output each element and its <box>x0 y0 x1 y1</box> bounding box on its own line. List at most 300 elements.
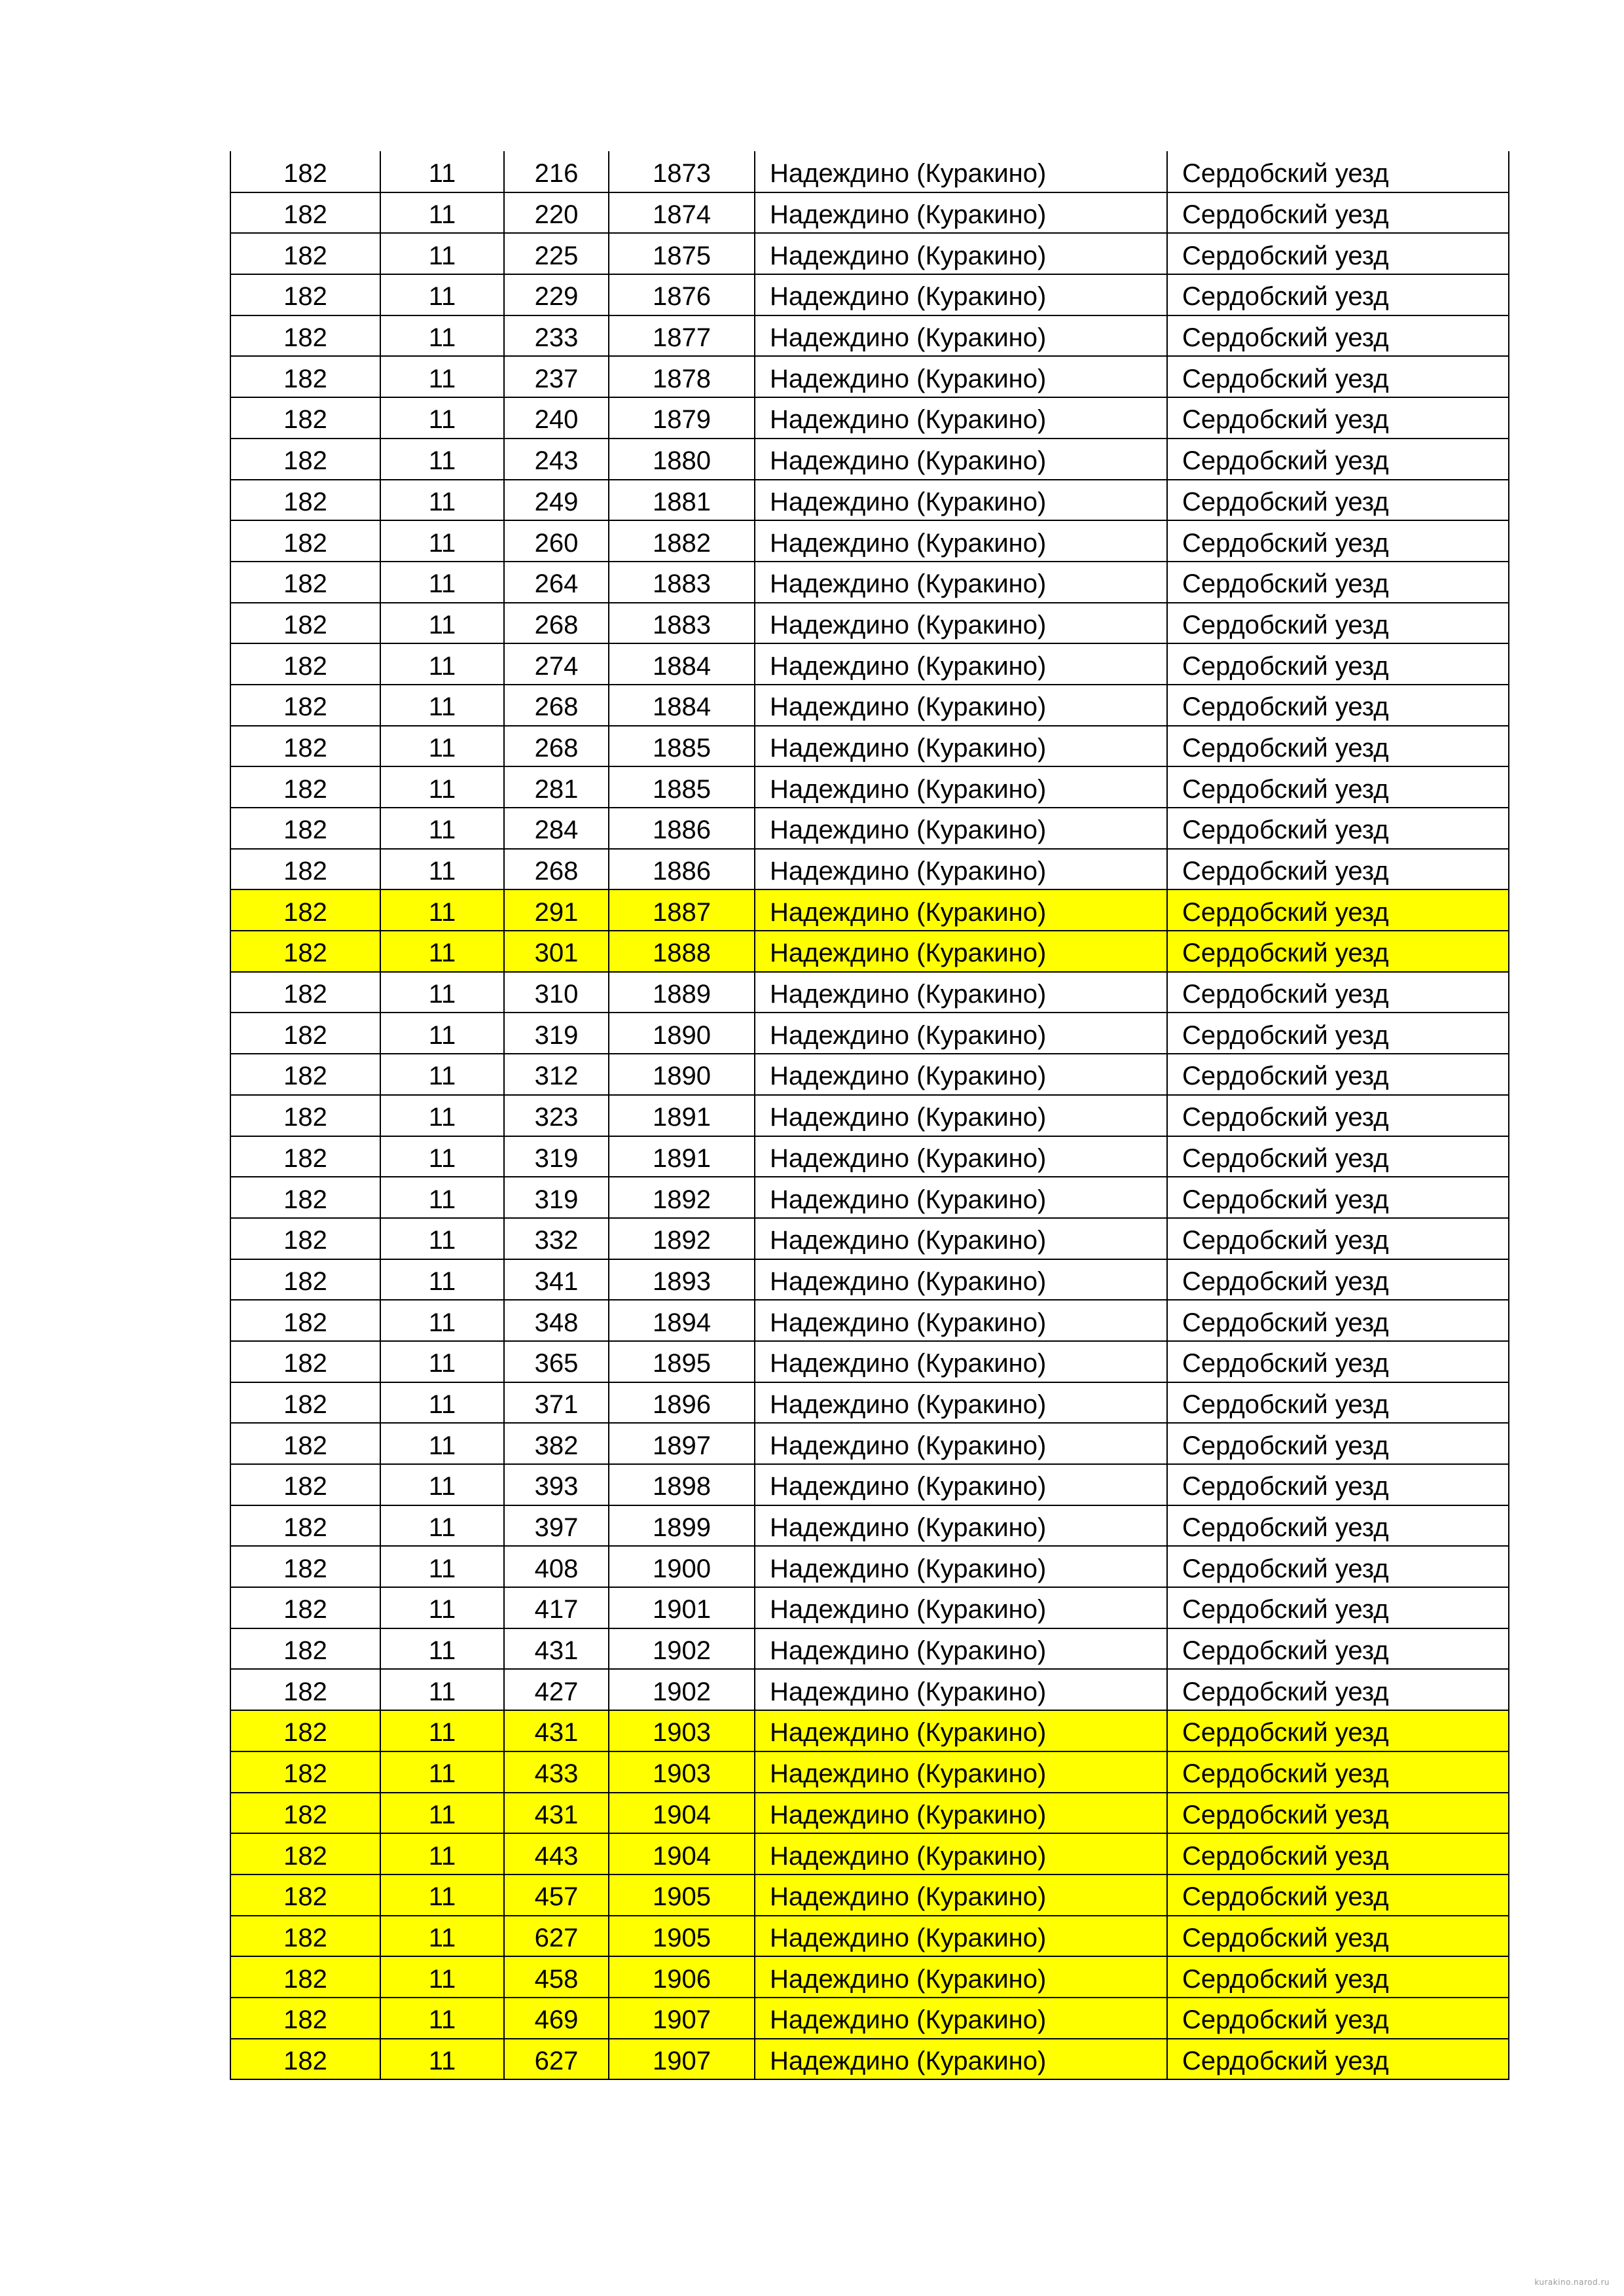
cell-fond: 182 <box>230 931 380 972</box>
cell-uezd: Сердобский уезд <box>1167 1956 1509 1998</box>
cell-village: Надеждино (Куракино) <box>755 1874 1167 1916</box>
cell-uezd: Сердобский уезд <box>1167 439 1509 480</box>
cell-uezd: Сердобский уезд <box>1167 2039 1509 2080</box>
cell-village: Надеждино (Куракино) <box>755 2039 1167 2080</box>
cell-uezd: Сердобский уезд <box>1167 889 1509 931</box>
cell-uezd: Сердобский уезд <box>1167 1793 1509 1834</box>
cell-year: 1879 <box>609 397 755 439</box>
cell-opis: 11 <box>380 1916 504 1957</box>
cell-year: 1885 <box>609 726 755 767</box>
cell-village: Надеждино (Куракино) <box>755 1382 1167 1424</box>
cell-uezd: Сердобский уезд <box>1167 643 1509 685</box>
cell-village: Надеждино (Куракино) <box>755 1464 1167 1505</box>
cell-uezd: Сердобский уезд <box>1167 1505 1509 1547</box>
cell-fond: 182 <box>230 972 380 1013</box>
cell-opis: 11 <box>380 315 504 357</box>
cell-uezd: Сердобский уезд <box>1167 151 1509 192</box>
table-row <box>230 1259 1509 1300</box>
cell-village: Надеждино (Куракино) <box>755 562 1167 603</box>
cell-opis: 11 <box>380 1177 504 1218</box>
table-row <box>230 397 1509 439</box>
cell-delo: 433 <box>504 1751 609 1793</box>
cell-delo: 627 <box>504 2039 609 2080</box>
table-row <box>230 439 1509 480</box>
cell-opis: 11 <box>380 356 504 397</box>
cell-fond: 182 <box>230 1464 380 1505</box>
cell-opis: 11 <box>380 1710 504 1751</box>
cell-year: 1883 <box>609 603 755 644</box>
cell-uezd: Сердобский уезд <box>1167 1669 1509 1710</box>
cell-uezd: Сердобский уезд <box>1167 931 1509 972</box>
cell-village: Надеждино (Куракино) <box>755 1013 1167 1054</box>
cell-year: 1894 <box>609 1300 755 1341</box>
cell-delo: 469 <box>504 1998 609 2039</box>
table-row <box>230 726 1509 767</box>
cell-delo: 312 <box>504 1054 609 1095</box>
cell-opis: 11 <box>380 643 504 685</box>
cell-opis: 11 <box>380 1218 504 1259</box>
cell-delo: 268 <box>504 603 609 644</box>
table-row <box>230 766 1509 808</box>
cell-village: Надеждино (Куракино) <box>755 1710 1167 1751</box>
cell-opis: 11 <box>380 480 504 521</box>
cell-fond: 182 <box>230 849 380 890</box>
cell-year: 1902 <box>609 1669 755 1710</box>
cell-uezd: Сердобский уезд <box>1167 1464 1509 1505</box>
cell-fond: 182 <box>230 1833 380 1874</box>
cell-delo: 281 <box>504 766 609 808</box>
cell-delo: 627 <box>504 1916 609 1957</box>
cell-delo: 243 <box>504 439 609 480</box>
cell-delo: 332 <box>504 1218 609 1259</box>
cell-uezd: Сердобский уезд <box>1167 1382 1509 1424</box>
cell-uezd: Сердобский уезд <box>1167 1874 1509 1916</box>
cell-delo: 319 <box>504 1013 609 1054</box>
cell-uezd: Сердобский уезд <box>1167 397 1509 439</box>
cell-year: 1896 <box>609 1382 755 1424</box>
cell-fond: 182 <box>230 1259 380 1300</box>
cell-village: Надеждино (Куракино) <box>755 603 1167 644</box>
table-row <box>230 480 1509 521</box>
cell-delo: 301 <box>504 931 609 972</box>
cell-delo: 268 <box>504 726 609 767</box>
table-row-highlighted <box>230 1916 1509 1957</box>
cell-fond: 182 <box>230 808 380 849</box>
table-row <box>230 1013 1509 1054</box>
cell-uezd: Сердобский уезд <box>1167 1546 1509 1587</box>
cell-opis: 11 <box>380 931 504 972</box>
table-row <box>230 1628 1509 1670</box>
cell-opis: 11 <box>380 1751 504 1793</box>
cell-year: 1878 <box>609 356 755 397</box>
table-row <box>230 1136 1509 1177</box>
cell-village: Надеждино (Куракино) <box>755 1628 1167 1670</box>
cell-delo: 382 <box>504 1423 609 1464</box>
cell-village: Надеждино (Куракино) <box>755 315 1167 357</box>
cell-year: 1887 <box>609 889 755 931</box>
cell-village: Надеждино (Куракино) <box>755 766 1167 808</box>
table-row <box>230 274 1509 315</box>
cell-fond: 182 <box>230 1300 380 1341</box>
cell-opis: 11 <box>380 1833 504 1874</box>
cell-uezd: Сердобский уезд <box>1167 808 1509 849</box>
cell-delo: 431 <box>504 1793 609 1834</box>
cell-delo: 260 <box>504 520 609 562</box>
table-row <box>230 1300 1509 1341</box>
cell-delo: 323 <box>504 1095 609 1136</box>
cell-year: 1890 <box>609 1013 755 1054</box>
cell-village: Надеждино (Куракино) <box>755 1669 1167 1710</box>
cell-year: 1875 <box>609 233 755 274</box>
cell-year: 1889 <box>609 972 755 1013</box>
cell-opis: 11 <box>380 1628 504 1670</box>
cell-uezd: Сердобский уезд <box>1167 766 1509 808</box>
cell-delo: 417 <box>504 1587 609 1628</box>
cell-village: Надеждино (Куракино) <box>755 643 1167 685</box>
cell-fond: 182 <box>230 356 380 397</box>
cell-year: 1885 <box>609 766 755 808</box>
table-row <box>230 233 1509 274</box>
table-row <box>230 562 1509 603</box>
cell-village: Надеждино (Куракино) <box>755 1177 1167 1218</box>
cell-year: 1884 <box>609 685 755 726</box>
table-row <box>230 849 1509 890</box>
cell-opis: 11 <box>380 1587 504 1628</box>
cell-delo: 457 <box>504 1874 609 1916</box>
cell-year: 1876 <box>609 274 755 315</box>
table-row <box>230 1382 1509 1424</box>
cell-opis: 11 <box>380 1054 504 1095</box>
cell-delo: 310 <box>504 972 609 1013</box>
cell-fond: 182 <box>230 1136 380 1177</box>
cell-village: Надеждино (Куракино) <box>755 1054 1167 1095</box>
cell-year: 1904 <box>609 1793 755 1834</box>
cell-uezd: Сердобский уезд <box>1167 972 1509 1013</box>
cell-uezd: Сердобский уезд <box>1167 1833 1509 1874</box>
cell-opis: 11 <box>380 520 504 562</box>
cell-year: 1874 <box>609 192 755 234</box>
cell-village: Надеждино (Куракино) <box>755 439 1167 480</box>
table-row <box>230 356 1509 397</box>
cell-uezd: Сердобский уезд <box>1167 1054 1509 1095</box>
cell-uezd: Сердобский уезд <box>1167 603 1509 644</box>
cell-delo: 268 <box>504 685 609 726</box>
cell-opis: 11 <box>380 1341 504 1382</box>
cell-opis: 11 <box>380 726 504 767</box>
cell-fond: 182 <box>230 520 380 562</box>
table-row <box>230 520 1509 562</box>
cell-year: 1891 <box>609 1136 755 1177</box>
table-body <box>230 151 1509 2079</box>
cell-delo: 341 <box>504 1259 609 1300</box>
cell-opis: 11 <box>380 274 504 315</box>
cell-village: Надеждино (Куракино) <box>755 849 1167 890</box>
cell-fond: 182 <box>230 562 380 603</box>
cell-village: Надеждино (Куракино) <box>755 356 1167 397</box>
cell-uezd: Сердобский уезд <box>1167 192 1509 234</box>
cell-village: Надеждино (Куракино) <box>755 1546 1167 1587</box>
cell-village: Надеждино (Куракино) <box>755 808 1167 849</box>
table-row-highlighted <box>230 1998 1509 2039</box>
cell-village: Надеждино (Куракино) <box>755 1916 1167 1957</box>
cell-fond: 182 <box>230 1546 380 1587</box>
cell-village: Надеждино (Куракино) <box>755 1259 1167 1300</box>
cell-uezd: Сердобский уезд <box>1167 1341 1509 1382</box>
cell-delo: 348 <box>504 1300 609 1341</box>
cell-opis: 11 <box>380 1136 504 1177</box>
cell-opis: 11 <box>380 1259 504 1300</box>
watermark-text: kurakino.narod.ru <box>1534 2278 1610 2287</box>
cell-fond: 182 <box>230 1382 380 1424</box>
cell-delo: 249 <box>504 480 609 521</box>
cell-village: Надеждино (Куракино) <box>755 520 1167 562</box>
cell-uezd: Сердобский уезд <box>1167 685 1509 726</box>
cell-fond: 182 <box>230 1587 380 1628</box>
cell-fond: 182 <box>230 1751 380 1793</box>
cell-village: Надеждино (Куракино) <box>755 1793 1167 1834</box>
cell-village: Надеждино (Куракино) <box>755 1341 1167 1382</box>
cell-village: Надеждино (Куракино) <box>755 1423 1167 1464</box>
cell-opis: 11 <box>380 1956 504 1998</box>
cell-uezd: Сердобский уезд <box>1167 315 1509 357</box>
cell-village: Надеждино (Куракино) <box>755 233 1167 274</box>
cell-village: Надеждино (Куракино) <box>755 1300 1167 1341</box>
cell-opis: 11 <box>380 1382 504 1424</box>
table-row-highlighted <box>230 1874 1509 1916</box>
cell-uezd: Сердобский уезд <box>1167 1177 1509 1218</box>
cell-fond: 182 <box>230 643 380 685</box>
cell-uezd: Сердобский уезд <box>1167 1259 1509 1300</box>
cell-uezd: Сердобский уезд <box>1167 1218 1509 1259</box>
cell-uezd: Сердобский уезд <box>1167 726 1509 767</box>
table-row-highlighted <box>230 2039 1509 2080</box>
cell-fond: 182 <box>230 274 380 315</box>
cell-fond: 182 <box>230 1341 380 1382</box>
cell-opis: 11 <box>380 1300 504 1341</box>
table-row-highlighted <box>230 1956 1509 1998</box>
cell-village: Надеждино (Куракино) <box>755 1833 1167 1874</box>
cell-opis: 11 <box>380 766 504 808</box>
table-row-highlighted <box>230 931 1509 972</box>
table-row <box>230 1505 1509 1547</box>
cell-fond: 182 <box>230 1956 380 1998</box>
cell-uezd: Сердобский уезд <box>1167 480 1509 521</box>
cell-delo: 233 <box>504 315 609 357</box>
table-row-highlighted <box>230 1793 1509 1834</box>
cell-uezd: Сердобский уезд <box>1167 1423 1509 1464</box>
cell-year: 1873 <box>609 151 755 192</box>
cell-uezd: Сердобский уезд <box>1167 520 1509 562</box>
cell-uezd: Сердобский уезд <box>1167 1751 1509 1793</box>
cell-delo: 443 <box>504 1833 609 1874</box>
cell-year: 1901 <box>609 1587 755 1628</box>
table-row <box>230 808 1509 849</box>
cell-opis: 11 <box>380 1464 504 1505</box>
cell-delo: 427 <box>504 1669 609 1710</box>
cell-year: 1886 <box>609 849 755 890</box>
cell-delo: 371 <box>504 1382 609 1424</box>
cell-year: 1905 <box>609 1874 755 1916</box>
cell-year: 1892 <box>609 1177 755 1218</box>
cell-year: 1900 <box>609 1546 755 1587</box>
cell-opis: 11 <box>380 972 504 1013</box>
table-row <box>230 192 1509 234</box>
cell-opis: 11 <box>380 439 504 480</box>
cell-delo: 237 <box>504 356 609 397</box>
cell-fond: 182 <box>230 233 380 274</box>
table-row <box>230 315 1509 357</box>
cell-fond: 182 <box>230 2039 380 2080</box>
cell-uezd: Сердобский уезд <box>1167 1136 1509 1177</box>
cell-village: Надеждино (Куракино) <box>755 931 1167 972</box>
cell-year: 1882 <box>609 520 755 562</box>
cell-fond: 182 <box>230 439 380 480</box>
cell-year: 1888 <box>609 931 755 972</box>
cell-delo: 431 <box>504 1628 609 1670</box>
cell-village: Надеждино (Куракино) <box>755 1505 1167 1547</box>
table-row <box>230 1095 1509 1136</box>
cell-year: 1897 <box>609 1423 755 1464</box>
cell-fond: 182 <box>230 766 380 808</box>
cell-fond: 182 <box>230 1793 380 1834</box>
cell-year: 1883 <box>609 562 755 603</box>
cell-year: 1902 <box>609 1628 755 1670</box>
table-row-highlighted <box>230 889 1509 931</box>
table-row <box>230 1054 1509 1095</box>
cell-delo: 264 <box>504 562 609 603</box>
cell-village: Надеждино (Куракино) <box>755 1095 1167 1136</box>
cell-fond: 182 <box>230 1423 380 1464</box>
cell-uezd: Сердобский уезд <box>1167 1628 1509 1670</box>
cell-opis: 11 <box>380 1546 504 1587</box>
cell-year: 1880 <box>609 439 755 480</box>
cell-delo: 365 <box>504 1341 609 1382</box>
cell-delo: 319 <box>504 1136 609 1177</box>
cell-opis: 11 <box>380 849 504 890</box>
table-row <box>230 1341 1509 1382</box>
cell-delo: 458 <box>504 1956 609 1998</box>
cell-fond: 182 <box>230 1628 380 1670</box>
cell-opis: 11 <box>380 562 504 603</box>
cell-village: Надеждино (Куракино) <box>755 1751 1167 1793</box>
cell-fond: 182 <box>230 1998 380 2039</box>
cell-fond: 182 <box>230 1710 380 1751</box>
table-row <box>230 685 1509 726</box>
cell-year: 1892 <box>609 1218 755 1259</box>
table-row <box>230 1669 1509 1710</box>
table-row-highlighted <box>230 1710 1509 1751</box>
table-row <box>230 1423 1509 1464</box>
cell-fond: 182 <box>230 315 380 357</box>
cell-year: 1898 <box>609 1464 755 1505</box>
table-row <box>230 1587 1509 1628</box>
cell-uezd: Сердобский уезд <box>1167 1587 1509 1628</box>
cell-delo: 240 <box>504 397 609 439</box>
cell-delo: 393 <box>504 1464 609 1505</box>
cell-uezd: Сердобский уезд <box>1167 356 1509 397</box>
cell-village: Надеждино (Куракино) <box>755 397 1167 439</box>
cell-uezd: Сердобский уезд <box>1167 562 1509 603</box>
cell-uezd: Сердобский уезд <box>1167 1710 1509 1751</box>
cell-village: Надеждино (Куракино) <box>755 1998 1167 2039</box>
cell-uezd: Сердобский уезд <box>1167 233 1509 274</box>
cell-delo: 397 <box>504 1505 609 1547</box>
cell-delo: 284 <box>504 808 609 849</box>
table-row <box>230 972 1509 1013</box>
cell-year: 1881 <box>609 480 755 521</box>
cell-delo: 220 <box>504 192 609 234</box>
table-row <box>230 151 1509 192</box>
table-row-highlighted <box>230 1751 1509 1793</box>
cell-uezd: Сердобский уезд <box>1167 1916 1509 1957</box>
cell-fond: 182 <box>230 192 380 234</box>
table-row-highlighted <box>230 1833 1509 1874</box>
cell-opis: 11 <box>380 1505 504 1547</box>
cell-year: 1904 <box>609 1833 755 1874</box>
cell-fond: 182 <box>230 1218 380 1259</box>
cell-opis: 11 <box>380 1874 504 1916</box>
cell-fond: 182 <box>230 603 380 644</box>
cell-village: Надеждино (Куракино) <box>755 1218 1167 1259</box>
cell-year: 1903 <box>609 1751 755 1793</box>
cell-fond: 182 <box>230 1095 380 1136</box>
cell-fond: 182 <box>230 151 380 192</box>
cell-fond: 182 <box>230 1013 380 1054</box>
cell-fond: 182 <box>230 480 380 521</box>
cell-year: 1906 <box>609 1956 755 1998</box>
cell-village: Надеждино (Куракино) <box>755 1136 1167 1177</box>
cell-delo: 268 <box>504 849 609 890</box>
cell-village: Надеждино (Куракино) <box>755 972 1167 1013</box>
cell-fond: 182 <box>230 889 380 931</box>
cell-year: 1877 <box>609 315 755 357</box>
cell-opis: 11 <box>380 685 504 726</box>
cell-fond: 182 <box>230 726 380 767</box>
cell-opis: 11 <box>380 233 504 274</box>
cell-opis: 11 <box>380 397 504 439</box>
cell-year: 1895 <box>609 1341 755 1382</box>
cell-year: 1891 <box>609 1095 755 1136</box>
cell-opis: 11 <box>380 1423 504 1464</box>
table-row <box>230 643 1509 685</box>
cell-year: 1907 <box>609 1998 755 2039</box>
cell-opis: 11 <box>380 1998 504 2039</box>
cell-opis: 11 <box>380 889 504 931</box>
cell-village: Надеждино (Куракино) <box>755 192 1167 234</box>
cell-year: 1884 <box>609 643 755 685</box>
cell-opis: 11 <box>380 1013 504 1054</box>
cell-delo: 291 <box>504 889 609 931</box>
cell-year: 1890 <box>609 1054 755 1095</box>
cell-opis: 11 <box>380 808 504 849</box>
cell-village: Надеждино (Куракино) <box>755 274 1167 315</box>
cell-fond: 182 <box>230 1054 380 1095</box>
cell-delo: 319 <box>504 1177 609 1218</box>
cell-uezd: Сердобский уезд <box>1167 849 1509 890</box>
cell-year: 1893 <box>609 1259 755 1300</box>
cell-uezd: Сердобский уезд <box>1167 274 1509 315</box>
cell-fond: 182 <box>230 1874 380 1916</box>
cell-delo: 408 <box>504 1546 609 1587</box>
cell-village: Надеждино (Куракино) <box>755 1587 1167 1628</box>
cell-opis: 11 <box>380 2039 504 2080</box>
cell-fond: 182 <box>230 1177 380 1218</box>
cell-fond: 182 <box>230 685 380 726</box>
archive-records-table <box>230 151 1509 2080</box>
cell-year: 1899 <box>609 1505 755 1547</box>
cell-opis: 11 <box>380 192 504 234</box>
cell-year: 1907 <box>609 2039 755 2080</box>
